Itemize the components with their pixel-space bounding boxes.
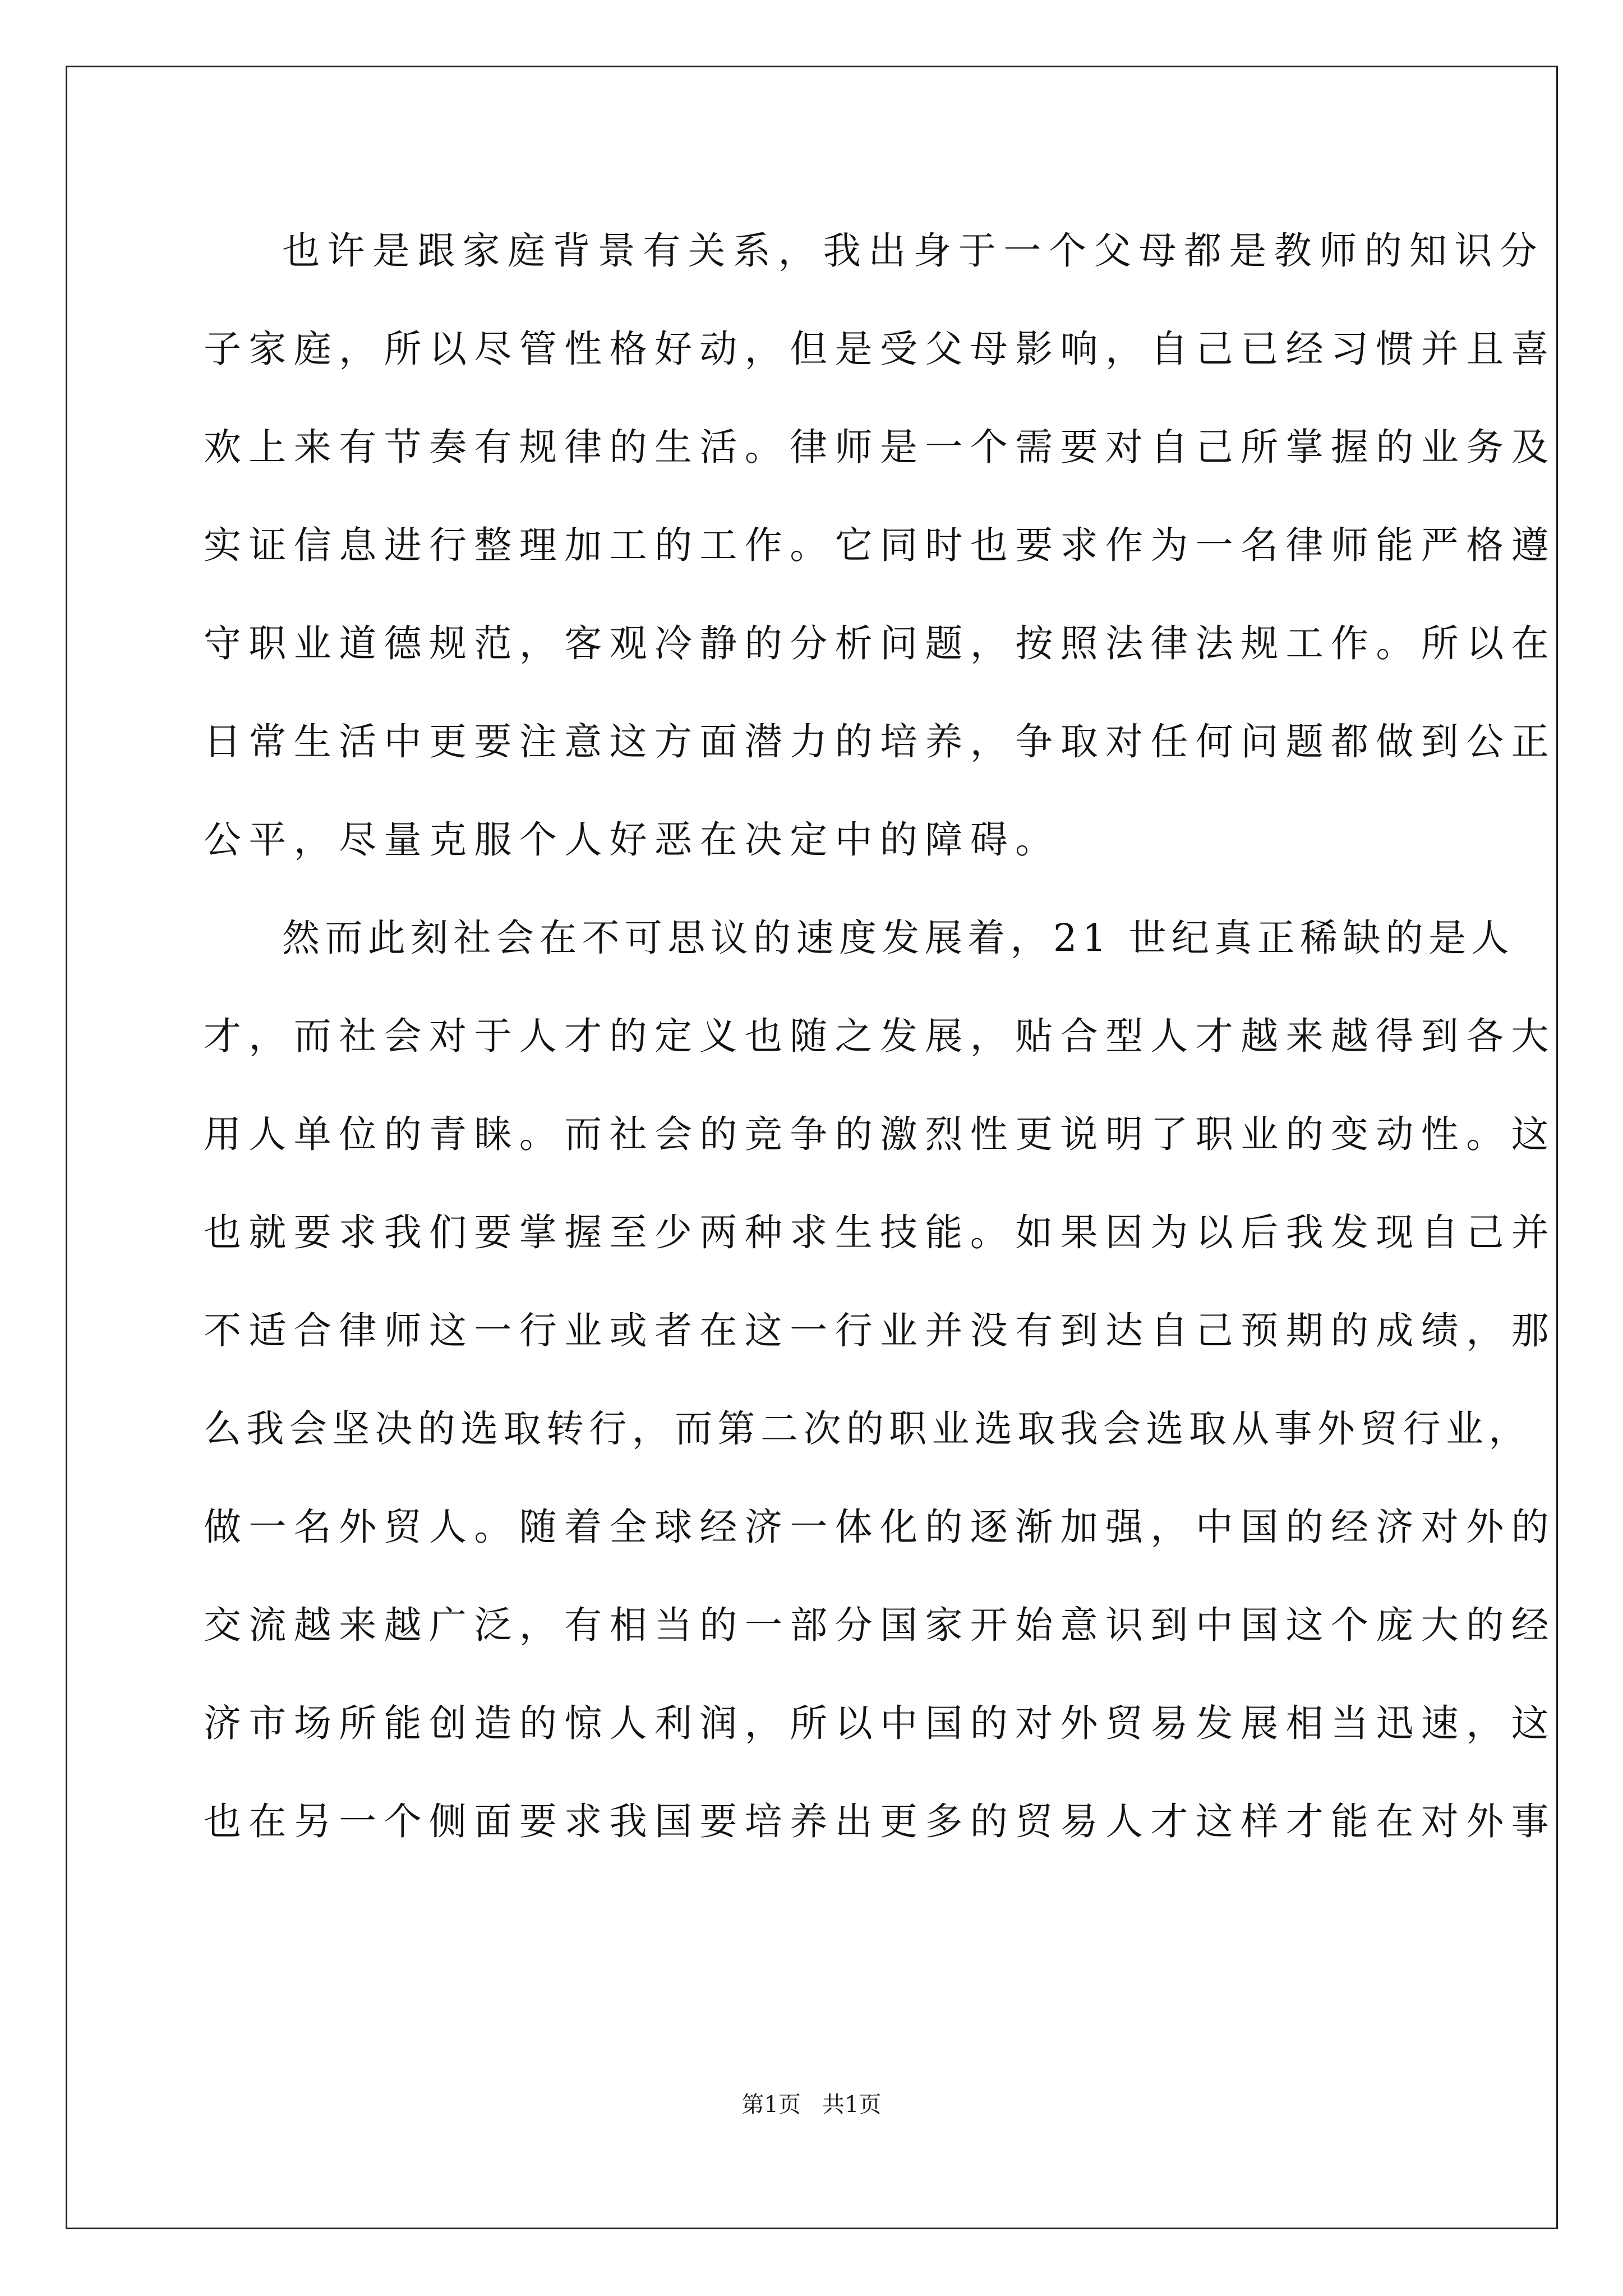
paragraph-1-line-7: 公平，尽量克服个人好恶在决定中的障碍。 [204, 818, 1061, 862]
paragraph-1-line-6: 日常生活中更要注意这方面潜力的培养，争取对任何问题都做到公正 [204, 720, 1556, 763]
paragraph-2-line-5: 不适合律师这一行业或者在这一行业并没有到达自己预期的成绩，那 [204, 1309, 1556, 1352]
paragraph-2-line-2: 才，而社会对于人才的定义也随之发展，贴合型人才越来越得到各大 [204, 1014, 1556, 1058]
paragraph-2-line-8: 交流越来越广泛，有相当的一部分国家开始意识到中国这个庞大的经 [204, 1603, 1556, 1647]
paragraph-2-line-10: 也在另一个侧面要求我国要培养出更多的贸易人才这样才能在对外事 [204, 1800, 1556, 1843]
paragraph-1-line-5: 守职业道德规范，客观冷静的分析问题，按照法律法规工作。所以在 [204, 622, 1556, 665]
paragraph-2-line-3: 用人单位的青睐。而社会的竞争的激烈性更说明了职业的变动性。这 [204, 1112, 1556, 1156]
paragraph-1-line-3: 欢上来有节奏有规律的生活。律师是一个需要对自己所掌握的业务及 [204, 425, 1556, 469]
paragraph-2-line-6: 么我会坚决的选取转行，而第二次的职业选取我会选取从事外贸行业， [204, 1407, 1532, 1451]
paragraph-2-line-4: 也就要求我们要掌握至少两种求生技能。如果因为以后我发现自己并 [204, 1211, 1556, 1254]
paragraph-1-line-4: 实证信息进行整理加工的工作。它同时也要求作为一名律师能严格遵 [204, 523, 1556, 567]
paragraph-1-line-1: 也许是跟家庭背景有关系，我出身于一个父母都是教师的知识分 [282, 229, 1545, 273]
paragraph-2-line-9: 济市场所能创造的惊人利润，所以中国的对外贸易发展相当迅速，这 [204, 1701, 1556, 1745]
paragraph-2-line-1: 然而此刻社会在不可思议的速度发展着，21 世纪真正稀缺的是人 [282, 916, 1514, 960]
page-number-footer: 第1页 共1页 [741, 2092, 882, 2118]
paragraph-2-line-7: 做一名外贸人。随着全球经济一体化的逐渐加强，中国的经济对外的 [204, 1505, 1556, 1549]
paragraph-1-line-2: 子家庭，所以尽管性格好动，但是受父母影响，自己已经习惯并且喜 [204, 327, 1556, 371]
